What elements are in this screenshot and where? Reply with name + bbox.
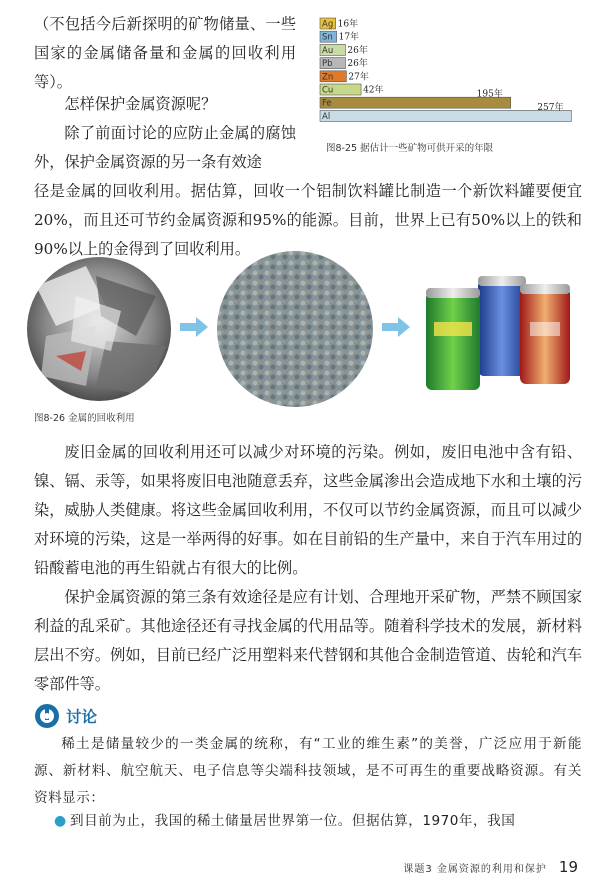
discussion-intro: 稀土是储量较少的一类金属的统称，有“工业的维生素”的美誉，广泛应用于新能源、新材料、航空航天、电子信息等尖端科技领域，是不可再生的重要战略资源。有关资料显示： — [34, 736, 582, 806]
footer-chapter-title: 课题3 金属资源的利用和保护 — [403, 864, 547, 875]
bar-category-label: Sn — [322, 32, 333, 43]
figure-8-25-caption: 图8-25 据估计一些矿物可供开采的年限 — [326, 143, 494, 154]
scrap-metal-photo — [26, 256, 172, 402]
bar-value-label: 26年 — [347, 45, 368, 56]
paragraph-recycling-details: 径是金属的回收利用。据估算，回收一个铝制饮料罐比制造一个新饮料罐要便宜20%，而且还可节约金属资源和95%的能源。目前，世界上已有50%以上的铁和90%以上的金得到了回收利用。 — [34, 182, 582, 258]
arrow-right-icon — [382, 316, 410, 338]
paragraph-rational-mining: 保护金属资源的第三条有效途径是应有计划、合理地开采矿物，严禁不顾国家利益的乱采矿。其他途径还有寻找金属的代用品等。随着科学技术的发展，新材料层出不穷。例如，目前已经广泛用塑料来代替钢和其他合金制造管道、齿轮和汽车零部件等。 — [34, 588, 582, 693]
bar-value-label: 42年 — [363, 85, 384, 96]
bar-category-label: Fe — [322, 98, 332, 109]
discussion-header — [34, 703, 97, 729]
bar-value-label: 27年 — [348, 72, 369, 83]
bar-value-label: 257年 — [537, 102, 564, 113]
paragraph-recycling-intro: 除了前面讨论的应防止金属的腐蚀外，保护金属资源的另一条有效途 — [34, 124, 296, 171]
bar-category-label: Zn — [322, 72, 334, 83]
bar-category-label: Ag — [322, 19, 334, 30]
bar-al — [320, 110, 571, 121]
bar-category-label: Al — [322, 111, 331, 122]
bar-value-label: 17年 — [338, 32, 360, 43]
bar-value-label: 195年 — [476, 89, 503, 100]
bar-category-label: Au — [322, 45, 334, 56]
figure-8-26-caption: 图8-26 金属的回收利用 — [34, 413, 135, 424]
bar-value-label: 26年 — [347, 59, 368, 70]
arrow-right-icon — [180, 316, 208, 338]
bar-category-label: Pb — [322, 59, 333, 70]
paragraph-question: 怎样保护金属资源呢？ — [64, 95, 217, 113]
page-footer — [403, 858, 578, 876]
compressed-cans-photo — [216, 250, 374, 408]
discussion-title: 讨论 — [66, 708, 98, 726]
discussion-bullet-1: 到目前为止，我国的稀土储量居世界第一位。但据估算，1970年，我国 — [70, 813, 516, 829]
discussion-icon — [34, 703, 60, 729]
bar-category-label: Cu — [322, 85, 334, 96]
page-number: 19 — [558, 858, 578, 876]
mineral-reserve-bar-chart — [318, 14, 598, 132]
bar-value-label: 16年 — [337, 19, 359, 30]
new-cans-photo — [412, 262, 588, 394]
paragraph-reserves-note: （不包括今后新探明的矿物储量、一些国家的金属储备量和金属的回收利用等）。 — [34, 15, 296, 91]
paragraph-battery-pollution: 废旧金属的回收利用还可以减少对环境的污染。例如，废旧电池中含有铅、镍、镉、汞等，如果将废旧电池随意丢弃，这些金属渗出会造成地下水和土壤的污染，威胁人类健康。将这些金属回收利用，不仅可以节约金属资源，而且可以减少对环境的污染，这是一举两得的好事。如在目前铅的生产量中，来自于汽车用过的铅酸蓄电池的再生铅就占有很大的比例。 — [34, 443, 582, 577]
bullet-dot-icon: ● — [54, 813, 67, 829]
